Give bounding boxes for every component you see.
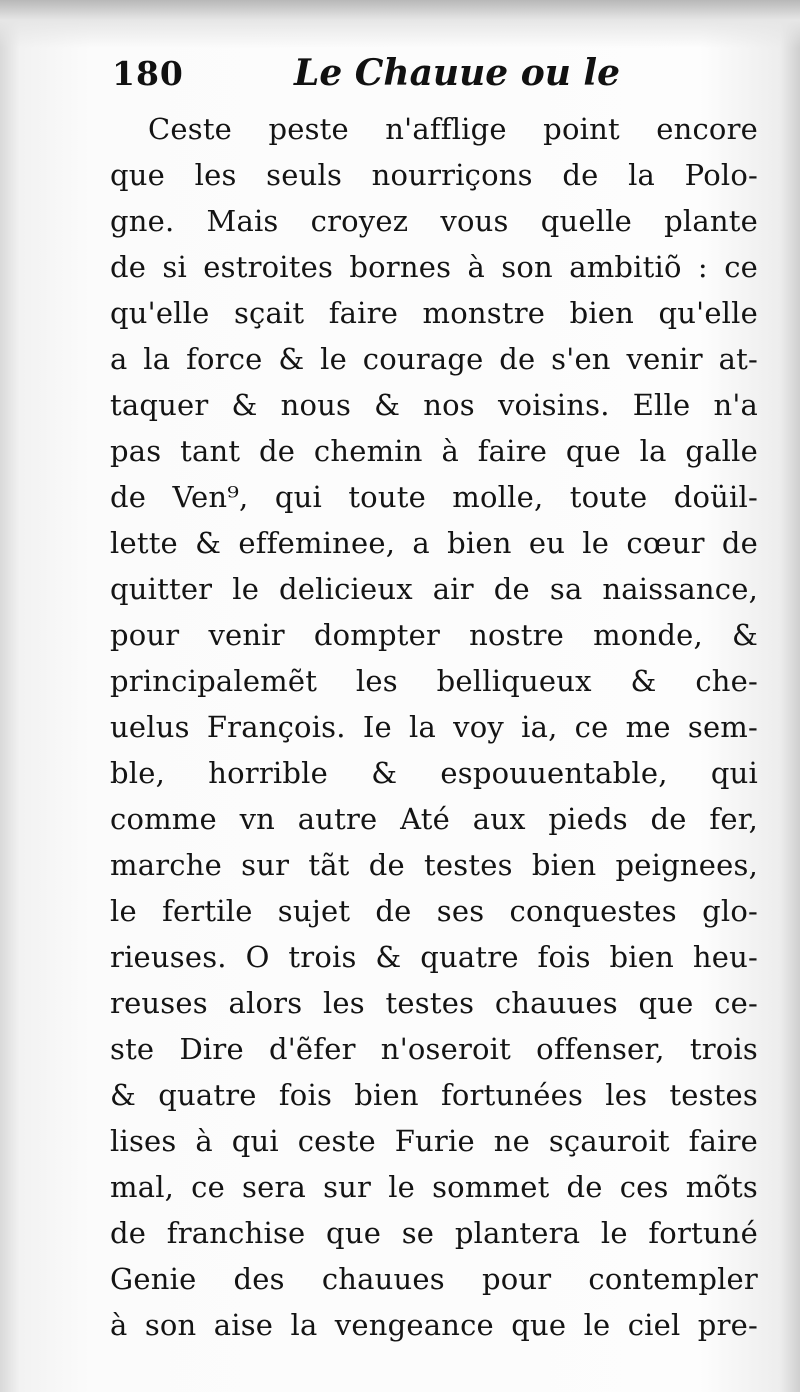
text-line: pour venir dompter nostre monde, &: [110, 618, 758, 652]
text-line: mal, ce sera sur le sommet de ces mõts: [110, 1170, 758, 1204]
text-line: & quatre fois bien fortunées les testes: [110, 1078, 758, 1112]
text-line: principalemẽt les belliqueux & che-: [110, 664, 758, 698]
page-number: 180: [112, 54, 184, 93]
text-line: Genie des chauues pour contempler: [110, 1262, 758, 1296]
text-line: à son aise la vengeance que le ciel pre-: [110, 1308, 758, 1342]
text-line: reuses alors les testes chauues que ce-: [110, 986, 758, 1020]
text-line: le fertile sujet de ses conquestes glo-: [110, 894, 758, 928]
page-edge-shadow: [0, 0, 800, 48]
text-line: de Ven⁹, qui toute molle, toute doüil-: [110, 480, 758, 514]
text-line: ste Dire d'ẽfer n'oseroit offenser, trois: [110, 1032, 758, 1066]
text-line: que les seuls nourriçons de la Polo-: [110, 158, 758, 192]
text-line: ble, horrible & espouuentable, qui: [110, 756, 758, 790]
running-title: Le Chauue ou le: [294, 52, 620, 94]
body-text: [110, 106, 758, 1348]
text-line: de franchise que se plantera le fortuné: [110, 1216, 758, 1250]
text-line: marche sur tãt de testes bien peignees,: [110, 848, 758, 882]
text-line: lises à qui ceste Furie ne sçauroit faire: [110, 1124, 758, 1158]
text-line: comme vn autre Até aux pieds de fer,: [110, 802, 758, 836]
text-line: quitter le delicieux air de sa naissance,: [110, 572, 758, 606]
text-line: de si estroites bornes à son ambitiõ : ce: [110, 250, 758, 284]
text-line: gne. Mais croyez vous quelle plante: [110, 204, 758, 238]
text-line: uelus François. Ie la voy ia, ce me sem-: [110, 710, 758, 744]
running-head: [112, 52, 732, 102]
text-line: pas tant de chemin à faire que la galle: [110, 434, 758, 468]
text-line: a la force & le courage de s'en venir at-: [110, 342, 758, 376]
text-line: qu'elle sçait faire monstre bien qu'elle: [110, 296, 758, 330]
text-line: lette & effeminee, a bien eu le cœur de: [110, 526, 758, 560]
text-line: taquer & nous & nos voisins. Elle n'a: [110, 388, 758, 422]
text-line: Ceste peste n'afflige point encore: [148, 112, 758, 146]
text-line: rieuses. O trois & quatre fois bien heu-: [110, 940, 758, 974]
